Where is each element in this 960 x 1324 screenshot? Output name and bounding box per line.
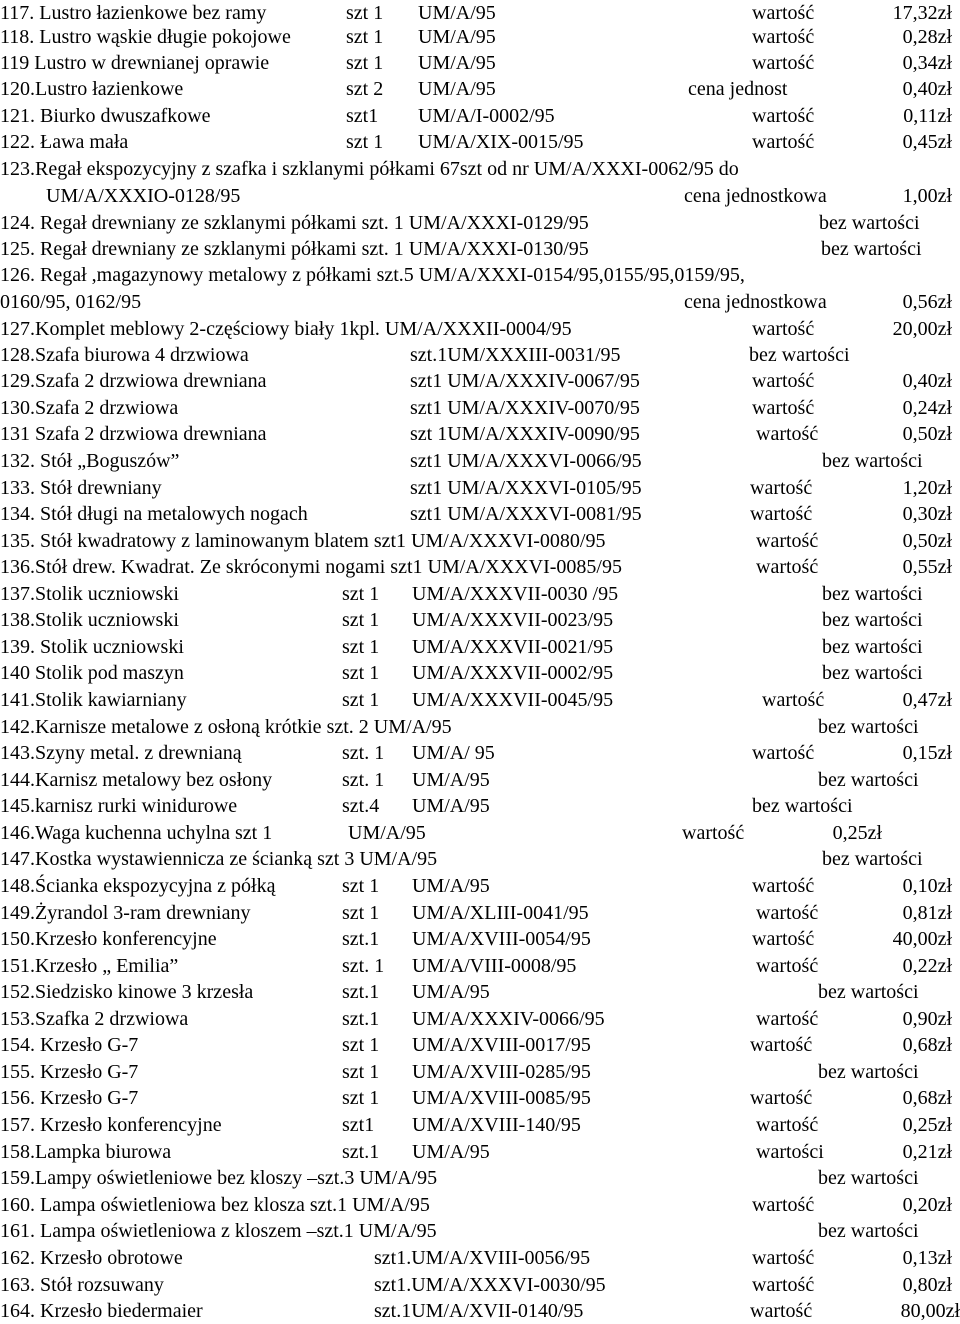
line-segment: 0,90zł (902, 1008, 952, 1030)
line-segment: 0,10zł (902, 875, 952, 897)
line-segment: 0,28zł (902, 26, 952, 48)
line-segment: 80,00zł (900, 1300, 960, 1322)
line-segment: 161. Lampa oświetleniowa z kloszem –szt.1 UM/A/95 (0, 1220, 437, 1242)
line-segment: UM/A/XVIII-0054/95 (412, 928, 591, 950)
line-segment: bez wartości (749, 344, 850, 366)
line-segment: 140 Stolik pod maszyn (0, 662, 184, 684)
line-segment: 141.Stolik kawiarniany (0, 689, 187, 711)
line-segment: 135. Stół kwadratowy z laminowanym blatem szt1 UM/A/XXXVI-0080/95 (0, 530, 606, 552)
line-segment: 1,20zł (902, 477, 952, 499)
line-segment: wartość (752, 2, 815, 24)
line-segment: UM/A/XIX-0015/95 (418, 131, 584, 153)
inventory-line (0, 1139, 960, 1165)
line-segment: szt 1UM/A/XXXIV-0090/95 (410, 423, 640, 445)
line-segment: szt.1 (342, 1008, 380, 1030)
line-segment: wartość (752, 397, 815, 419)
line-segment: 151.Krzesło „ Emilia” (0, 955, 179, 977)
line-segment: 136.Stół drew. Kwadrat. Ze skróconymi nogami szt1 UM/A/XXXVI-0085/95 (0, 556, 622, 578)
line-segment: 0,68zł (902, 1087, 952, 1109)
inventory-line (0, 1298, 960, 1324)
line-segment: UM/A/95 (412, 1141, 490, 1163)
line-segment: szt 1 (346, 26, 384, 48)
line-segment: szt1.UM/A/XXXVI-0030/95 (374, 1274, 606, 1296)
inventory-line (0, 554, 960, 580)
inventory-line (0, 634, 960, 660)
line-segment: szt. 1 (342, 955, 385, 977)
line-segment: bez wartości (818, 769, 919, 791)
line-segment: bez wartości (822, 848, 923, 870)
line-segment: 40,00zł (892, 928, 952, 950)
line-segment: szt1 UM/A/XXXVI-0066/95 (410, 450, 642, 472)
line-segment: wartość (752, 1247, 815, 1269)
inventory-line (0, 581, 960, 607)
line-segment: UM/A/XXXVII-0045/95 (412, 689, 614, 711)
inventory-line (0, 316, 960, 342)
inventory-line (0, 926, 960, 952)
line-segment: 130.Szafa 2 drzwiowa (0, 397, 179, 419)
line-segment: UM/A/ 95 (412, 742, 495, 764)
line-segment: wartość (752, 318, 815, 340)
inventory-line (0, 846, 960, 872)
line-segment: UM/A/VIII-0008/95 (412, 955, 577, 977)
line-segment: bez wartości (822, 609, 923, 631)
inventory-line (0, 607, 960, 633)
line-segment: 0,20zł (902, 1194, 952, 1216)
line-segment: szt.1 (342, 981, 380, 1003)
line-segment: 0,11zł (903, 105, 952, 127)
line-segment: 1,00zł (902, 185, 952, 207)
line-segment: 143.Szyny metal. z drewnianą (0, 742, 242, 764)
inventory-line (0, 979, 960, 1005)
inventory-line (0, 1245, 960, 1271)
line-segment: szt 1 (342, 1061, 380, 1083)
line-segment: 128.Szafa biurowa 4 drzwiowa (0, 344, 249, 366)
inventory-line (0, 953, 960, 979)
line-segment: UM/A/95 (412, 795, 490, 817)
line-segment: wartość (756, 955, 819, 977)
inventory-line (0, 1112, 960, 1138)
line-segment: 155. Krzesło G-7 (0, 1061, 139, 1083)
line-segment: szt 2 (346, 78, 384, 100)
line-segment: 138.Stolik uczniowski (0, 609, 179, 631)
line-segment: wartość (756, 902, 819, 924)
inventory-line (0, 183, 960, 209)
line-segment: 126. Regał ,magazynowy metalowy z półkami szt.5 UM/A/XXXI-0154/95,0155/95,0159/95, (0, 264, 745, 286)
line-segment: UM/A/95 (348, 822, 426, 844)
line-segment: 0160/95, 0162/95 (0, 291, 142, 313)
line-segment: 0,50zł (902, 423, 952, 445)
line-segment: wartość (750, 1034, 813, 1056)
line-segment: UM/A/XXXVII-0002/95 (412, 662, 614, 684)
line-segment: 0,40zł (902, 78, 952, 100)
line-segment: szt 1 (342, 636, 380, 658)
line-segment: bez wartości (752, 795, 853, 817)
line-segment: 20,00zł (892, 318, 952, 340)
line-segment: szt1 (346, 105, 379, 127)
line-segment: 0,80zł (902, 1274, 952, 1296)
line-segment: szt 1 (342, 1087, 380, 1109)
inventory-line (0, 289, 960, 315)
line-segment: 0,56zł (902, 291, 952, 313)
line-segment: wartość (752, 1194, 815, 1216)
line-segment: 164. Krzesło biedermaier (0, 1300, 203, 1322)
line-segment: wartość (756, 556, 819, 578)
inventory-line (0, 873, 960, 899)
inventory-line (0, 395, 960, 421)
line-segment: 162. Krzesło obrotowe (0, 1247, 183, 1269)
line-segment: bez wartości (822, 450, 923, 472)
line-segment: 153.Szafka 2 drzwiowa (0, 1008, 189, 1030)
line-segment: szt.1UM/XXXIII-0031/95 (410, 344, 621, 366)
line-segment: szt 1 (342, 689, 380, 711)
inventory-line (0, 687, 960, 713)
inventory-line (0, 262, 960, 288)
line-segment: szt 1 (346, 52, 384, 74)
line-segment: bez wartości (818, 1167, 919, 1189)
line-segment: bez wartości (822, 662, 923, 684)
inventory-line (0, 129, 960, 155)
line-segment: 0,34zł (902, 52, 952, 74)
line-segment: 158.Lampka biurowa (0, 1141, 172, 1163)
line-segment: cena jednostkowa (684, 291, 827, 313)
line-segment: wartość (752, 370, 815, 392)
inventory-line (0, 368, 960, 394)
line-segment: 145.karnisz rurki winidurowe (0, 795, 238, 817)
line-segment: UM/A/XVIII-0285/95 (412, 1061, 591, 1083)
line-segment: szt 1 (342, 902, 380, 924)
line-segment: szt1 UM/A/XXXIV-0067/95 (410, 370, 640, 392)
line-segment: 129.Szafa 2 drzwiowa drewniana (0, 370, 267, 392)
line-segment: szt 1 (342, 662, 380, 684)
line-segment: 17,32zł (892, 2, 952, 24)
line-segment: 144.Karnisz metalowy bez osłony (0, 769, 273, 791)
line-segment: 0,68zł (902, 1034, 952, 1056)
line-segment: wartość (756, 1114, 819, 1136)
line-segment: szt1 UM/A/XXXVI-0105/95 (410, 477, 642, 499)
inventory-line (0, 1059, 960, 1085)
line-segment: wartość (682, 822, 745, 844)
line-segment: wartość (756, 530, 819, 552)
inventory-line (0, 740, 960, 766)
line-segment: bez wartości (821, 238, 922, 260)
inventory-line (0, 1218, 960, 1244)
inventory-line (0, 24, 960, 50)
line-segment: UM/A/95 (418, 26, 496, 48)
line-segment: wartość (752, 131, 815, 153)
line-segment: UM/A/XXXVII-0023/95 (412, 609, 614, 631)
line-segment: szt.4 (342, 795, 380, 817)
line-segment: UM/A/XXXIV-0066/95 (412, 1008, 605, 1030)
inventory-line (0, 236, 960, 262)
inventory-line (0, 475, 960, 501)
line-segment: szt1 (342, 1114, 375, 1136)
line-segment: szt1 UM/A/XXXVI-0081/95 (410, 503, 642, 525)
line-segment: UM/A/95 (412, 875, 490, 897)
line-segment: szt.1 (342, 1141, 380, 1163)
line-segment: 117. Lustro łazienkowe bez ramy (0, 2, 267, 24)
line-segment: 0,24zł (902, 397, 952, 419)
inventory-line (0, 103, 960, 129)
inventory-line (0, 0, 960, 26)
inventory-line (0, 900, 960, 926)
line-segment: 0,45zł (902, 131, 952, 153)
line-segment: wartość (762, 689, 825, 711)
line-segment: UM/A/95 (418, 2, 496, 24)
line-segment: 150.Krzesło konferencyjne (0, 928, 217, 950)
line-segment: wartość (752, 875, 815, 897)
inventory-line (0, 528, 960, 554)
inventory-line (0, 714, 960, 740)
line-segment: UM/A/I-0002/95 (418, 105, 555, 127)
inventory-line (0, 421, 960, 447)
line-segment: 0,47zł (902, 689, 952, 711)
line-segment: wartość (752, 1274, 815, 1296)
inventory-line (0, 76, 960, 102)
line-segment: UM/A/95 (412, 981, 490, 1003)
line-segment: 154. Krzesło G-7 (0, 1034, 139, 1056)
line-segment: 119 Lustro w drewnianej oprawie (0, 52, 270, 74)
line-segment: bez wartości (822, 583, 923, 605)
inventory-line (0, 1006, 960, 1032)
line-segment: wartość (750, 477, 813, 499)
line-segment: szt 1 (346, 131, 384, 153)
line-segment: wartość (756, 1008, 819, 1030)
line-segment: 157. Krzesło konferencyjne (0, 1114, 222, 1136)
line-segment: 160. Lampa oświetleniowa bez klosza szt.1 UM/A/95 (0, 1194, 430, 1216)
line-segment: 0,81zł (902, 902, 952, 924)
line-segment: wartości (756, 1141, 824, 1163)
line-segment: szt.1 (342, 928, 380, 950)
line-segment: bez wartości (819, 212, 920, 234)
line-segment: 134. Stół długi na metalowych nogach (0, 503, 308, 525)
line-segment: 152.Siedzisko kinowe 3 krzesła (0, 981, 254, 1003)
line-segment: 123.Regał ekspozycyjny z szafka i szklanymi półkami 67szt od nr UM/A/XXXI-0062/95 do (0, 158, 739, 180)
line-segment: 0,30zł (902, 503, 952, 525)
line-segment: 0,21zł (902, 1141, 952, 1163)
inventory-line (0, 767, 960, 793)
line-segment: bez wartości (818, 716, 919, 738)
line-segment: UM/A/XVIII-140/95 (412, 1114, 581, 1136)
line-segment: UM/A/XVIII-0017/95 (412, 1034, 591, 1056)
line-segment: cena jednost (688, 78, 788, 100)
inventory-line (0, 1165, 960, 1191)
inventory-line (0, 1192, 960, 1218)
line-segment: szt 1 (342, 583, 380, 605)
line-segment: 156. Krzesło G-7 (0, 1087, 139, 1109)
line-segment: 163. Stół rozsuwany (0, 1274, 164, 1296)
inventory-line (0, 501, 960, 527)
line-segment: szt 1 (342, 609, 380, 631)
inventory-line (0, 342, 960, 368)
line-segment: 0,15zł (902, 742, 952, 764)
line-segment: 0,22zł (902, 955, 952, 977)
line-segment: bez wartości (818, 1061, 919, 1083)
line-segment: 0,50zł (902, 530, 952, 552)
line-segment: wartość (752, 742, 815, 764)
line-segment: bez wartości (822, 636, 923, 658)
line-segment: 124. Regał drewniany ze szklanymi półkami szt. 1 UM/A/XXXI-0129/95 (0, 212, 589, 234)
line-segment: UM/A/XXXVII-0030 /95 (412, 583, 619, 605)
line-segment: szt.1UM/A/XVII-0140/95 (374, 1300, 584, 1322)
line-segment: 120.Lustro łazienkowe (0, 78, 184, 100)
line-segment: 149.Żyrandol 3-ram drewniany (0, 902, 251, 924)
line-segment: UM/A/95 (412, 769, 490, 791)
line-segment: wartość (752, 928, 815, 950)
line-segment: 0,25zł (902, 1114, 952, 1136)
line-segment: szt1 UM/A/XXXIV-0070/95 (410, 397, 640, 419)
inventory-line (0, 1032, 960, 1058)
line-segment: 0,13zł (902, 1247, 952, 1269)
line-segment: szt. 1 (342, 742, 385, 764)
line-segment: wartość (750, 1300, 813, 1322)
line-segment: 127.Komplet meblowy 2-częściowy biały 1kpl. UM/A/XXXII-0004/95 (0, 318, 572, 340)
inventory-line (0, 448, 960, 474)
line-segment: szt 1 (346, 2, 384, 24)
line-segment: 0,40zł (902, 370, 952, 392)
inventory-line (0, 1272, 960, 1298)
line-segment: 137.Stolik uczniowski (0, 583, 179, 605)
line-segment: wartość (752, 52, 815, 74)
line-segment: UM/A/95 (418, 78, 496, 100)
line-segment: 131 Szafa 2 drzwiowa drewniana (0, 423, 267, 445)
line-segment: UM/A/XXXVII-0021/95 (412, 636, 614, 658)
line-segment: 121. Biurko dwuszafkowe (0, 105, 211, 127)
line-segment: 0,55zł (902, 556, 952, 578)
line-segment: 148.Ścianka ekspozycyjna z półką (0, 875, 276, 897)
inventory-line (0, 156, 960, 182)
inventory-line (0, 50, 960, 76)
line-segment: wartość (750, 503, 813, 525)
line-segment: 125. Regał drewniany ze szklanymi półkami szt. 1 UM/A/XXXI-0130/95 (0, 238, 589, 260)
line-segment: 159.Lampy oświetleniowe bez kloszy –szt.3 UM/A/95 (0, 1167, 438, 1189)
line-segment: 0,25zł (832, 822, 882, 844)
line-segment: UM/A/XLIII-0041/95 (412, 902, 589, 924)
line-segment: 122. Ława mała (0, 131, 129, 153)
line-segment: cena jednostkowa (684, 185, 827, 207)
line-segment: 142.Karnisze metalowe z osłoną krótkie szt. 2 UM/A/95 (0, 716, 452, 738)
line-segment: szt. 1 (342, 769, 385, 791)
line-segment: wartość (752, 26, 815, 48)
line-segment: UM/A/95 (418, 52, 496, 74)
line-segment: bez wartości (818, 1220, 919, 1242)
inventory-line (0, 660, 960, 686)
line-segment: bez wartości (818, 981, 919, 1003)
line-segment: szt1.UM/A/XVIII-0056/95 (374, 1247, 591, 1269)
line-segment: UM/A/XXXIO-0128/95 (46, 185, 241, 207)
line-segment: wartość (752, 105, 815, 127)
inventory-line (0, 210, 960, 236)
line-segment: 139. Stolik uczniowski (0, 636, 184, 658)
line-segment: 147.Kostka wystawiennicza ze ścianką szt 3 UM/A/95 (0, 848, 438, 870)
line-segment: 133. Stół drewniany (0, 477, 162, 499)
line-segment: UM/A/XVIII-0085/95 (412, 1087, 591, 1109)
line-segment: szt 1 (342, 875, 380, 897)
inventory-line (0, 1085, 960, 1111)
line-segment: wartość (756, 423, 819, 445)
line-segment: 118. Lustro wąskie długie pokojowe (0, 26, 291, 48)
inventory-line (0, 820, 960, 846)
line-segment: 132. Stół „Boguszów” (0, 450, 180, 472)
line-segment: szt 1 (342, 1034, 380, 1056)
line-segment: 146.Waga kuchenna uchylna szt 1 (0, 822, 273, 844)
line-segment: wartość (750, 1087, 813, 1109)
inventory-line (0, 793, 960, 819)
